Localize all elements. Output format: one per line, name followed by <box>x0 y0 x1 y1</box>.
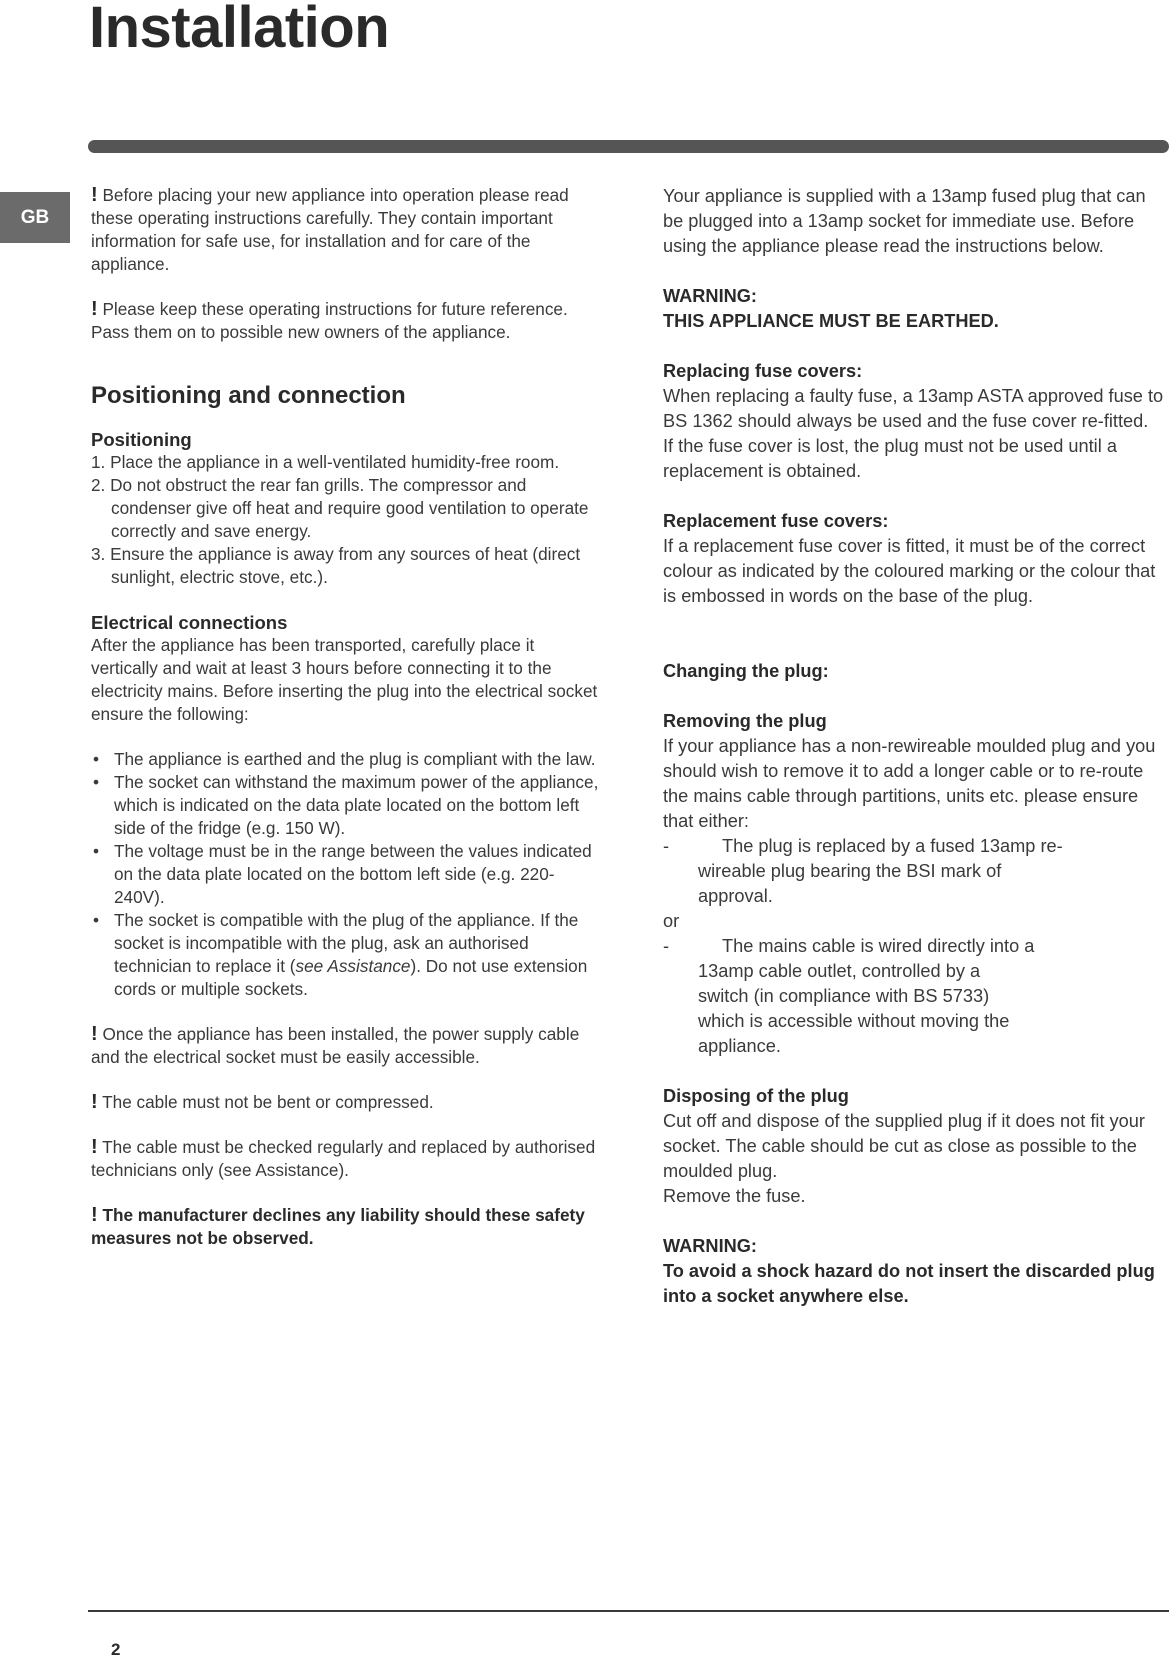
list-item: • The socket is compatible with the plug of the appliance. If the socket is incompatible with the plug, ask an authorised technician to replace it (see Assistance). Do not use extension cords or multiple sockets. <box>91 909 601 1001</box>
assistance-reference: see Assistance <box>295 956 411 976</box>
exclamation-icon: ! <box>91 1023 98 1045</box>
intro-note-1: ! Before placing your new appliance into operation please read these operating instructions carefully. They contain important information for safe use, for installation and for care of the appliance. <box>91 184 569 274</box>
positioning-heading: Positioning <box>91 429 192 450</box>
replacement-fuse-heading: Replacement fuse covers: <box>663 511 889 531</box>
safety-note: ! The cable must not be bent or compressed. <box>91 1091 434 1113</box>
right-column <box>663 184 1169 1309</box>
list-item: 1. Place the appliance in a well-ventilated humidity-free room. <box>91 452 560 472</box>
page-number: 2 <box>111 1640 121 1659</box>
warning-label: WARNING: <box>663 1236 757 1256</box>
electrical-heading: Electrical connections <box>91 612 288 633</box>
safety-note: ! The cable must be checked regularly and replaced by authorised technicians only (see Assistance). <box>91 1136 596 1180</box>
changing-plug-heading: Changing the plug: <box>663 661 829 681</box>
warning-text: To avoid a shock hazard do not insert the discarded plug into a socket anywhere else. <box>663 1261 1155 1306</box>
left-column <box>91 184 601 1250</box>
footer-divider <box>88 1610 1169 1612</box>
intro-note-2: ! Please keep these operating instructions for future reference. Pass them on to possible new owners of the appliance. <box>91 298 568 342</box>
plug-intro: Your appliance is supplied with a 13amp fused plug that can be plugged into a 13amp socket for immediate use. Before using the appliance please read the instructions below. <box>663 186 1146 256</box>
section-title: Positioning and connection <box>91 382 406 409</box>
list-item: - The mains cable is wired directly into a 13amp cable outlet, controlled by a switch (in compliance with BS 5733) which is accessible without moving the appliance. <box>663 936 1035 1056</box>
safety-note: ! Once the appliance has been installed, the power supply cable and the electrical socket must be easily accessible. <box>91 1023 580 1067</box>
electrical-checklist <box>91 748 601 1001</box>
replacing-fuse-text: When replacing a faulty fuse, a 13amp ASTA approved fuse to BS 1362 should always be used and the fuse cover re-fitted. <box>663 386 1164 431</box>
exclamation-icon: ! <box>91 1204 98 1226</box>
list-item: • The appliance is earthed and the plug is compliant with the law. <box>91 748 601 771</box>
disposing-plug-text-2: Remove the fuse. <box>663 1186 806 1206</box>
electrical-text: After the appliance has been transported, carefully place it vertically and wait at least 3 hours before connecting it to the electricity mains. Before inserting the plug into the electrical socket ensure the following: <box>91 635 598 724</box>
positioning-list <box>91 451 601 589</box>
replacement-fuse-text: If a replacement fuse cover is fitted, it must be of the correct colour as indicated by the coloured marking or the colour that is embossed in words on the base of the plug. <box>663 536 1156 606</box>
page-title: Installation <box>89 0 390 60</box>
title-divider <box>88 140 1169 153</box>
liability-note: ! The manufacturer declines any liability should these safety measures not be observed. <box>91 1204 585 1248</box>
replacing-fuse-heading: Replacing fuse covers: <box>663 361 863 381</box>
or-text: or <box>663 911 680 931</box>
removing-plug-heading: Removing the plug <box>663 711 827 731</box>
list-item: 2. Do not obstruct the rear fan grills. The compressor and condenser give off heat and require good ventilation to operate correctly and save energy. <box>91 475 589 541</box>
list-item: • The voltage must be in the range between the values indicated on the data plate located on the bottom left side (e.g. 220-240V). <box>91 840 601 909</box>
warning-label: WARNING: <box>663 286 757 306</box>
warning-text: THIS APPLIANCE MUST BE EARTHED. <box>663 311 999 331</box>
disposing-plug-text: Cut off and dispose of the supplied plug if it does not fit your socket. The cable should be cut as close as possible to the moulded plug. <box>663 1111 1145 1181</box>
disposing-plug-heading: Disposing of the plug <box>663 1086 849 1106</box>
list-item: - The plug is replaced by a fused 13amp re- wireable plug bearing the BSI mark of approval. <box>663 836 1063 906</box>
language-tab: GB <box>0 192 70 243</box>
exclamation-icon: ! <box>91 1136 98 1158</box>
exclamation-icon: ! <box>91 1091 98 1113</box>
list-item: 3. Ensure the appliance is away from any sources of heat (direct sunlight, electric stove, etc.). <box>91 544 581 587</box>
list-item: • The socket can withstand the maximum power of the appliance, which is indicated on the data plate located on the bottom left side of the fridge (e.g. 150 W). <box>91 771 601 840</box>
exclamation-icon: ! <box>91 298 98 320</box>
exclamation-icon: ! <box>91 184 98 206</box>
replacing-fuse-text-2: If the fuse cover is lost, the plug must not be used until a replacement is obtained. <box>663 436 1117 481</box>
removing-plug-text: If your appliance has a non-rewireable moulded plug and you should wish to remove it to add a longer cable or to re-route the mains cable through partitions, units etc. please ensure that either: <box>663 736 1156 831</box>
